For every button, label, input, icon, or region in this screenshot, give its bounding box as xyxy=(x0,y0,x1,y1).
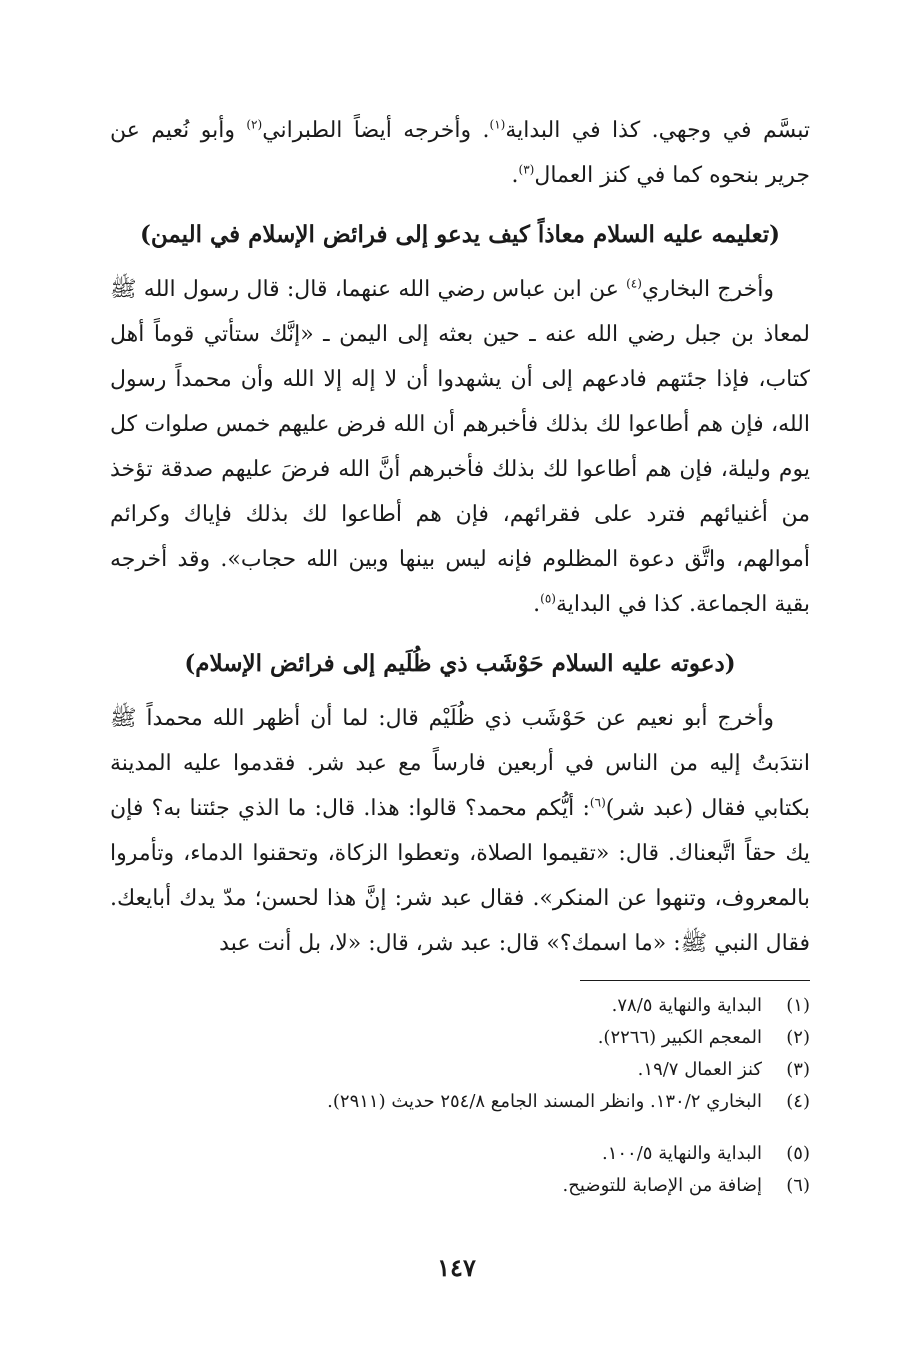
footnote-ref-4[interactable]: (٤) xyxy=(626,276,642,291)
text-run: . وأخرجه أيضاً الطبراني xyxy=(262,118,490,143)
text-run: وأخرج أبو نعيم عن حَوْشَب ذي ظُلَيْم قال: لما أن أظهر الله محمداً ﷺ انتدَبتُ إليه من الناس في أربعين فارساً مع عبد شر. فقدموا عليه المدينة بكتابي فقال (عبد شر) xyxy=(110,706,810,821)
text-run: عن ابن عباس رضي الله عنهما، قال: قال رسول الله ﷺ لمعاذ بن جبل رضي الله عنه ـ حين بعثه إلى اليمن ـ «إنَّك ستأتي قوماً أهل كتاب، فإذا جئتهم فادعهم إلى أن يشهدوا أن لا إله إلا الله وأن محمداً رسول الله، فإن هم أطاعوا لك بذلك فأخبرهم أن الله فرض عليهم خمس صلوات كل يوم وليلة، فإن هم أطاعوا لك بذلك فأخبرهم أنَّ الله فرضَ عليهم صدقة تؤخذ من أغنيائهم فترد على فقرائهم، فإن هم أطاعوا لك بذلك فإياك وكرائم أموالهم، واتَّق دعوة المظلوم فإنه ليس بينها وبين الله حجاب». وقد أخرجه بقية الجماعة. كذا في البداية xyxy=(110,277,810,617)
section-heading-hawshab: (دعوته عليه السلام حَوْشَب ذي ظُلَيم إلى فرائض الإسلام) xyxy=(184,650,736,677)
footnote-item xyxy=(110,1170,810,1202)
section-heading-muadh: (تعليمه عليه السلام معاذاً كيف يدعو إلى فرائض الإسلام في اليمن) xyxy=(139,221,781,248)
footnote-text: البداية والنهاية ١٠٠/٥. xyxy=(601,1143,762,1164)
footnote-number: (٦) xyxy=(786,1175,810,1196)
text-run: وأخرج البخاري xyxy=(641,277,774,302)
footnote-ref-2[interactable]: (٢) xyxy=(246,117,263,132)
footnote-number: (١) xyxy=(786,995,810,1016)
footnote-ref-5[interactable]: (٥) xyxy=(540,591,556,606)
footnote-item xyxy=(110,1138,810,1170)
footnotes xyxy=(110,990,810,1202)
footnote-number: (٢) xyxy=(786,1027,810,1048)
footnote-ref-6[interactable]: (٦) xyxy=(589,795,606,810)
text-run: : أيُّكم محمد؟ قالوا: هذا. قال: ما الذي جئتنا به؟ فإن يك حقاً اتَّبعناك. قال: «تقيموا الصلاة، وتعطوا الزكاة، وتحقنوا الدماء، وتأمروا بالمعروف، وتنهوا عن المنكر». فقال عبد شر: إنَّ هذا لحسن؛ مدّ يدك أبايعك. فقال النبي ﷺ: «ما اسمك؟» قال: عبد شر، قال: «لا، بل أنت عبد xyxy=(110,796,810,956)
footnote-text: البخاري ١٣٠/٢. وانظر المسند الجامع ٢٥٤/٨ حديث (٢٩١١). xyxy=(327,1091,762,1112)
text-run: وأبو نُعيم عن جرير بنحوه كما في كنز العمال xyxy=(110,118,810,188)
footnote-item xyxy=(110,1022,810,1054)
paragraph-2 xyxy=(110,267,810,627)
footnote-item xyxy=(110,1086,810,1118)
footnote-text: المعجم الكبير (٢٢٦٦). xyxy=(597,1027,762,1048)
footnote-item xyxy=(110,990,810,1022)
paragraph-1 xyxy=(110,108,810,198)
footnote-ref-3[interactable]: (٣) xyxy=(518,162,535,177)
footnote-number: (٣) xyxy=(786,1059,810,1080)
footnote-number: (٥) xyxy=(786,1143,810,1164)
text-run: . xyxy=(511,163,519,188)
paragraph-3 xyxy=(110,696,810,966)
footnote-item xyxy=(110,1054,810,1086)
footnote-separator xyxy=(580,980,810,981)
page-body xyxy=(110,108,810,966)
footnote-text: إضافة من الإصابة للتوضيح. xyxy=(562,1175,762,1196)
text-run: . xyxy=(533,592,541,617)
footnote-ref-1[interactable]: (١) xyxy=(489,117,506,132)
text-run: تبسَّم في وجهي. كذا في البداية xyxy=(505,118,810,143)
footnote-text: كنز العمال ١٩/٧. xyxy=(637,1059,762,1080)
page-number: ١٤٧ xyxy=(437,1253,476,1282)
footnote-text: البداية والنهاية ٧٨/٥. xyxy=(611,995,762,1016)
footnote-number: (٤) xyxy=(786,1091,810,1112)
